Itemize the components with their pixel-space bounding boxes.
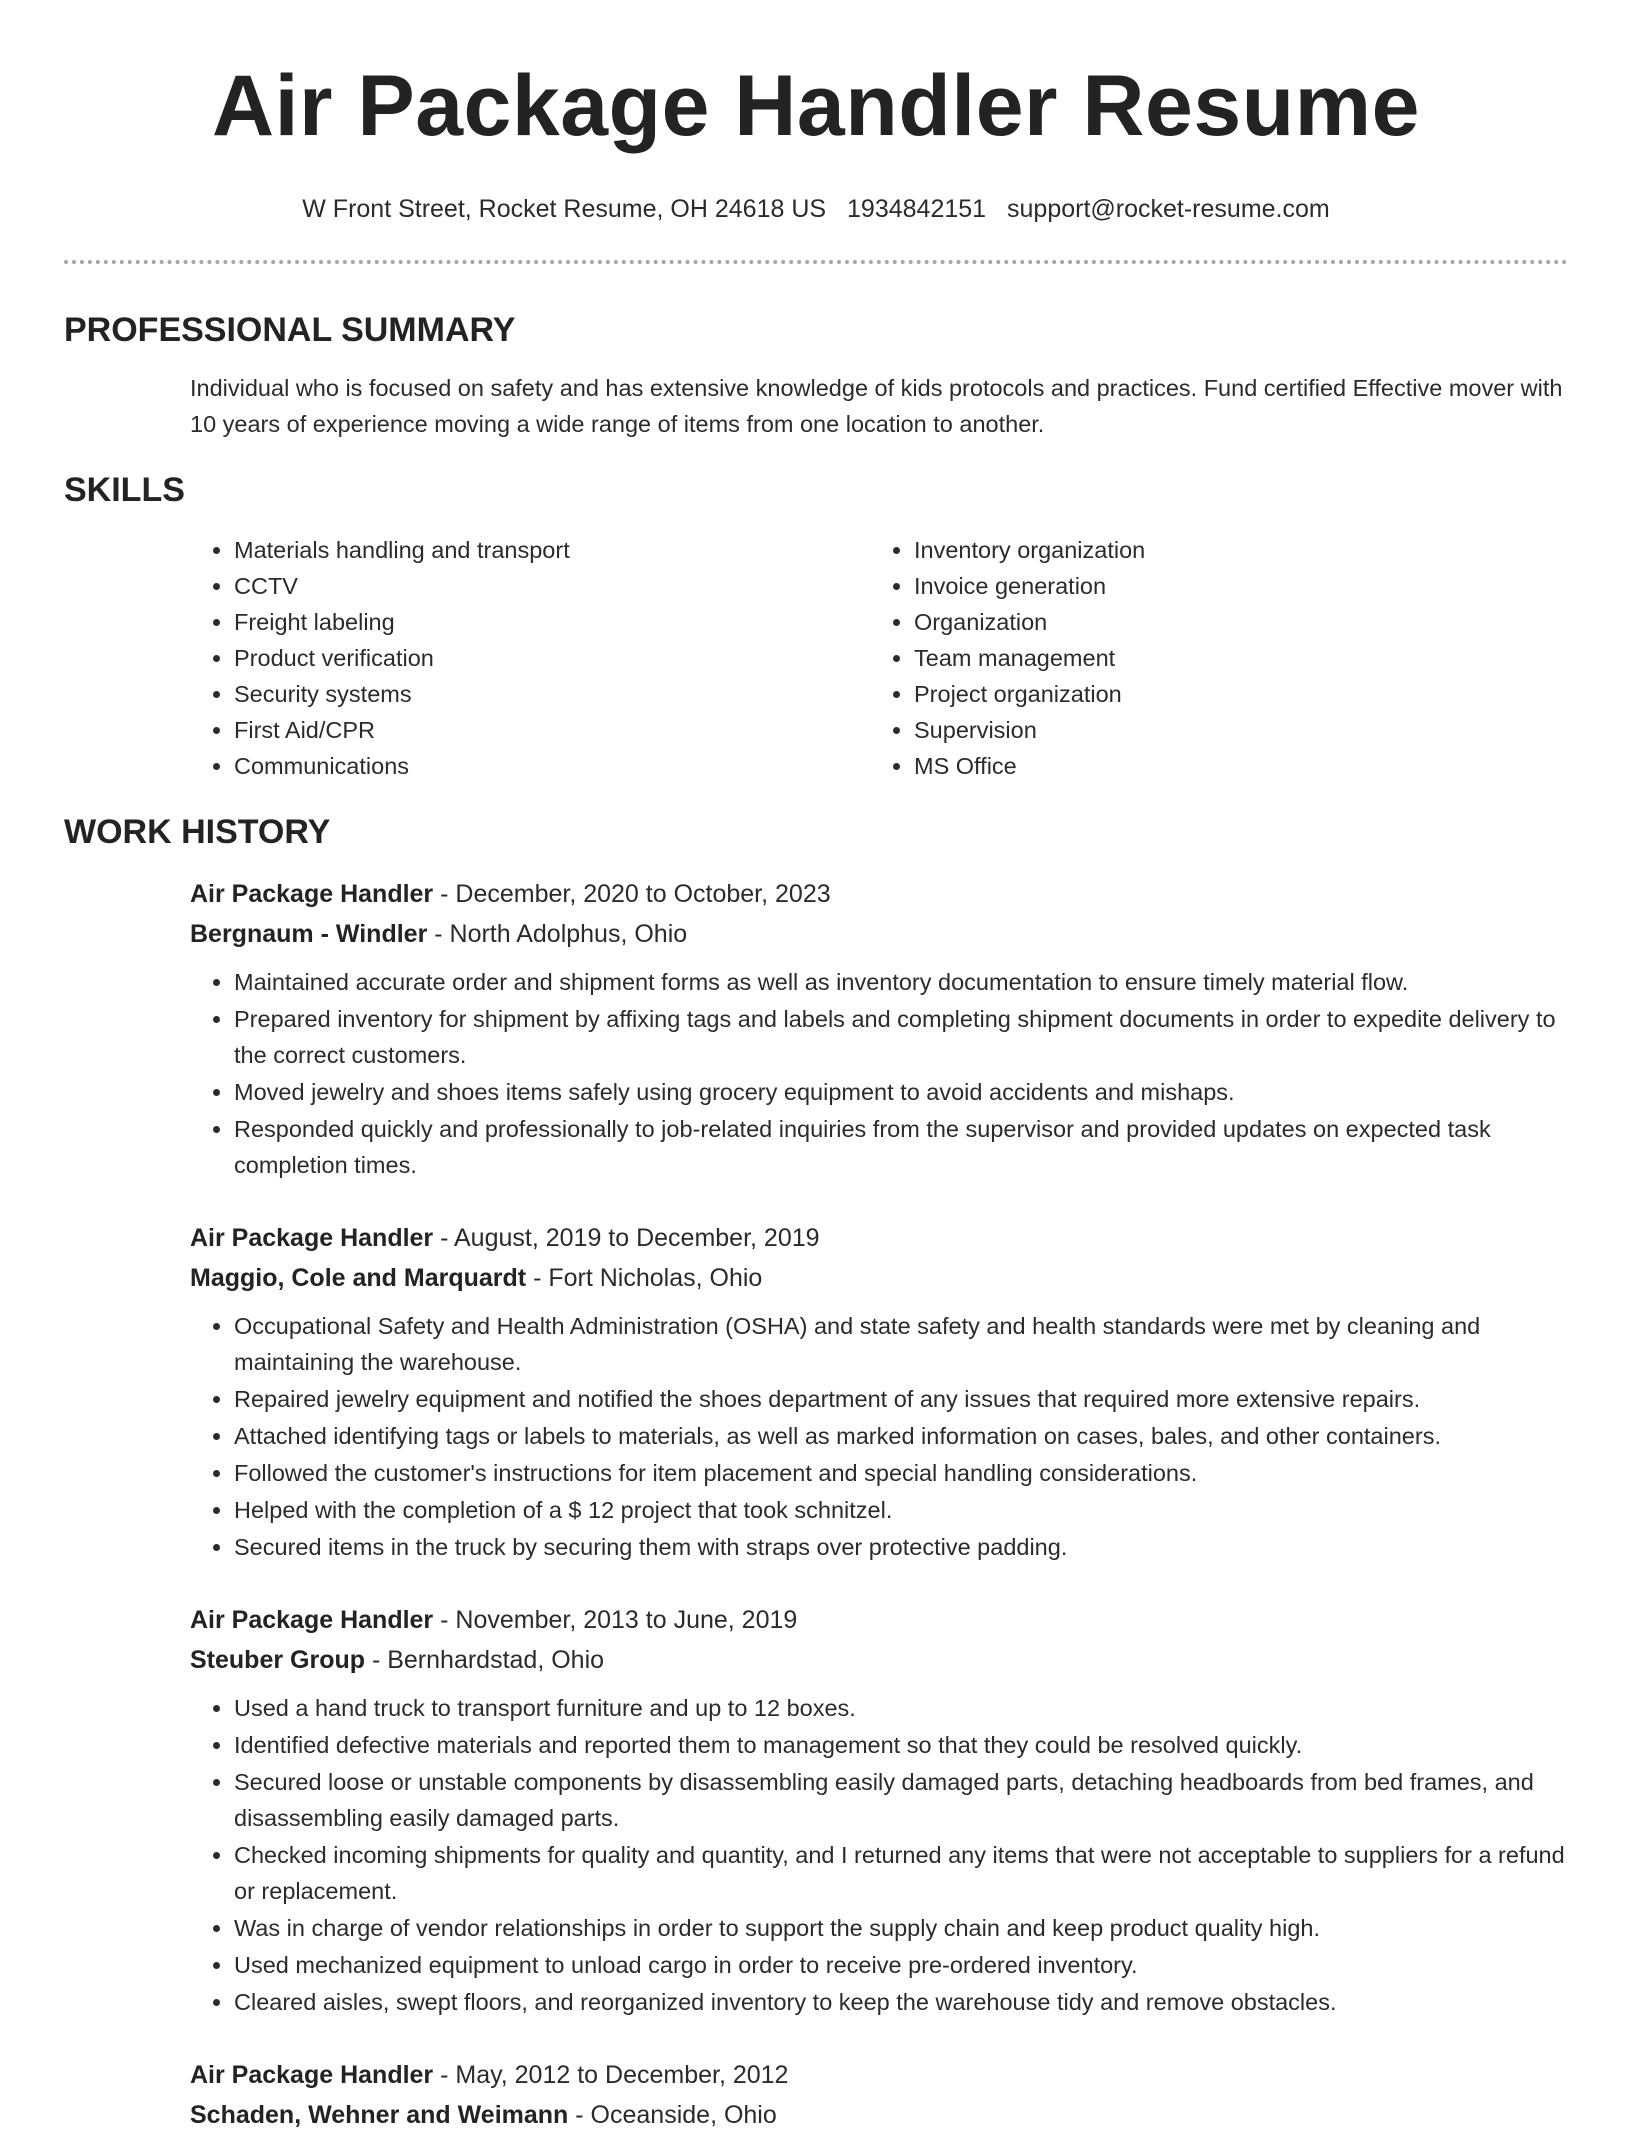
job-duty: • Responded quickly and professionally to job-related inquiries from the supervisor and provided updates on expected task completion times. xyxy=(234,1111,1568,1184)
job-dates: - December, 2020 to October, 2023 xyxy=(433,880,831,908)
job-duty: • Was in charge of vendor relationships in order to support the supply chain and keep product quality high. xyxy=(234,1910,1568,1947)
job-company: Maggio, Cole and Marquardt xyxy=(190,1264,527,1292)
job-duty: • Identified defective materials and reported them to management so that they could be resolved quickly. xyxy=(234,1727,1568,1764)
job-company-line xyxy=(190,1258,1568,1298)
job-entry xyxy=(190,1600,1568,2021)
job-company-line xyxy=(190,1640,1568,1680)
job-company: Steuber Group xyxy=(190,1646,366,1674)
job-title: Air Package Handler xyxy=(190,1224,434,1252)
job-duties xyxy=(190,1308,1568,1566)
job-company: Bergnaum - Windler xyxy=(190,920,428,948)
job-duties xyxy=(190,964,1568,1184)
job-duty: • Moved jewelry and shoes items safely using grocery equipment to avoid accidents and mishaps. xyxy=(234,1074,1568,1111)
job-location: - Bernhardstad, Ohio xyxy=(365,1646,605,1674)
skills-column-left xyxy=(190,532,870,784)
skill-item: • Organization xyxy=(914,604,1550,640)
skill-item: • CCTV xyxy=(234,568,870,604)
job-title-line xyxy=(190,2055,1568,2095)
job-duty: • Used a hand truck to transport furniture and up to 12 boxes. xyxy=(234,1690,1568,1727)
job-duty: • Repaired jewelry equipment and notified the shoes department of any issues that required more extensive repairs. xyxy=(234,1381,1568,1418)
job-duty: • Maintained accurate order and shipment forms as well as inventory documentation to ensure timely material flow. xyxy=(234,964,1568,1001)
job-company-line xyxy=(190,2095,1568,2135)
job-company: Schaden, Wehner and Weimann xyxy=(190,2101,569,2129)
skill-item: • Project organization xyxy=(914,676,1550,712)
skill-item: • First Aid/CPR xyxy=(234,712,870,748)
job-duty: • Secured items in the truck by securing them with straps over protective padding. xyxy=(234,1529,1568,1566)
job-duty: • Followed the customer's instructions for item placement and special handling considerations. xyxy=(234,1455,1568,1492)
skill-item: • Team management xyxy=(914,640,1550,676)
work-history-list xyxy=(190,874,1568,2135)
skill-item: • Materials handling and transport xyxy=(234,532,870,568)
job-dates: - August, 2019 to December, 2019 xyxy=(433,1224,820,1252)
job-duty: • Used mechanized equipment to unload cargo in order to receive pre-ordered inventory. xyxy=(234,1947,1568,1984)
job-title-line xyxy=(190,874,1568,914)
skill-item: • Supervision xyxy=(914,712,1550,748)
job-location: - Fort Nicholas, Ohio xyxy=(526,1264,763,1292)
skill-item: • Product verification xyxy=(234,640,870,676)
job-title-line xyxy=(190,1218,1568,1258)
contact-address: W Front Street, Rocket Resume, OH 24618 US xyxy=(302,195,827,223)
resume-title: Air Package Handler Resume xyxy=(212,58,1420,154)
header-divider xyxy=(64,260,1568,264)
job-company-line xyxy=(190,914,1568,954)
job-entry xyxy=(190,874,1568,1184)
job-title: Air Package Handler xyxy=(190,880,434,908)
skill-item: • Invoice generation xyxy=(914,568,1550,604)
skill-item: • Communications xyxy=(234,748,870,784)
contact-phone: 1934842151 xyxy=(847,195,987,223)
job-duties xyxy=(190,1690,1568,2021)
job-title: Air Package Handler xyxy=(190,1606,434,1634)
job-title: Air Package Handler xyxy=(190,2061,434,2089)
job-duty: • Checked incoming shipments for quality and quantity, and I returned any items that were not acceptable to suppliers for a refund or replacement. xyxy=(234,1837,1568,1910)
skill-item: • Inventory organization xyxy=(914,532,1550,568)
skill-item: • Freight labeling xyxy=(234,604,870,640)
skills-list xyxy=(190,532,1568,784)
job-dates: - November, 2013 to June, 2019 xyxy=(433,1606,798,1634)
job-location: - North Adolphus, Ohio xyxy=(427,920,688,948)
contact-info xyxy=(64,194,1568,224)
skill-item: • Security systems xyxy=(234,676,870,712)
job-duty: • Helped with the completion of a $ 12 project that took schnitzel. xyxy=(234,1492,1568,1529)
summary-text: Individual who is focused on safety and has extensive knowledge of kids protocols and practices. Fund certified Effective mover with 10 years of experience moving a wide range of items from one location to another. xyxy=(190,375,1563,437)
job-duty: • Attached identifying tags or labels to materials, as well as marked information on cases, bales, and other containers. xyxy=(234,1418,1568,1455)
job-duty: • Secured loose or unstable components by disassembling easily damaged parts, detaching headboards from bed frames, and disassembling easily damaged parts. xyxy=(234,1764,1568,1837)
job-entry xyxy=(190,1218,1568,1566)
contact-email: support@rocket-resume.com xyxy=(1007,195,1330,223)
job-title-line xyxy=(190,1600,1568,1640)
work-history-heading: WORK HISTORY xyxy=(64,813,331,851)
skills-heading: SKILLS xyxy=(64,471,185,509)
skills-column-right xyxy=(870,532,1550,784)
job-location: - Oceanside, Ohio xyxy=(568,2101,777,2129)
summary-heading: PROFESSIONAL SUMMARY xyxy=(64,311,516,349)
job-duty: • Prepared inventory for shipment by affixing tags and labels and completing shipment documents in order to expedite delivery to the correct customers. xyxy=(234,1001,1568,1074)
job-duty: • Cleared aisles, swept floors, and reorganized inventory to keep the warehouse tidy and remove obstacles. xyxy=(234,1984,1568,2021)
job-dates: - May, 2012 to December, 2012 xyxy=(433,2061,789,2089)
skill-item: • MS Office xyxy=(914,748,1550,784)
job-duty: • Occupational Safety and Health Administration (OSHA) and state safety and health standards were met by cleaning and maintaining the warehouse. xyxy=(234,1308,1568,1381)
job-entry xyxy=(190,2055,1568,2135)
